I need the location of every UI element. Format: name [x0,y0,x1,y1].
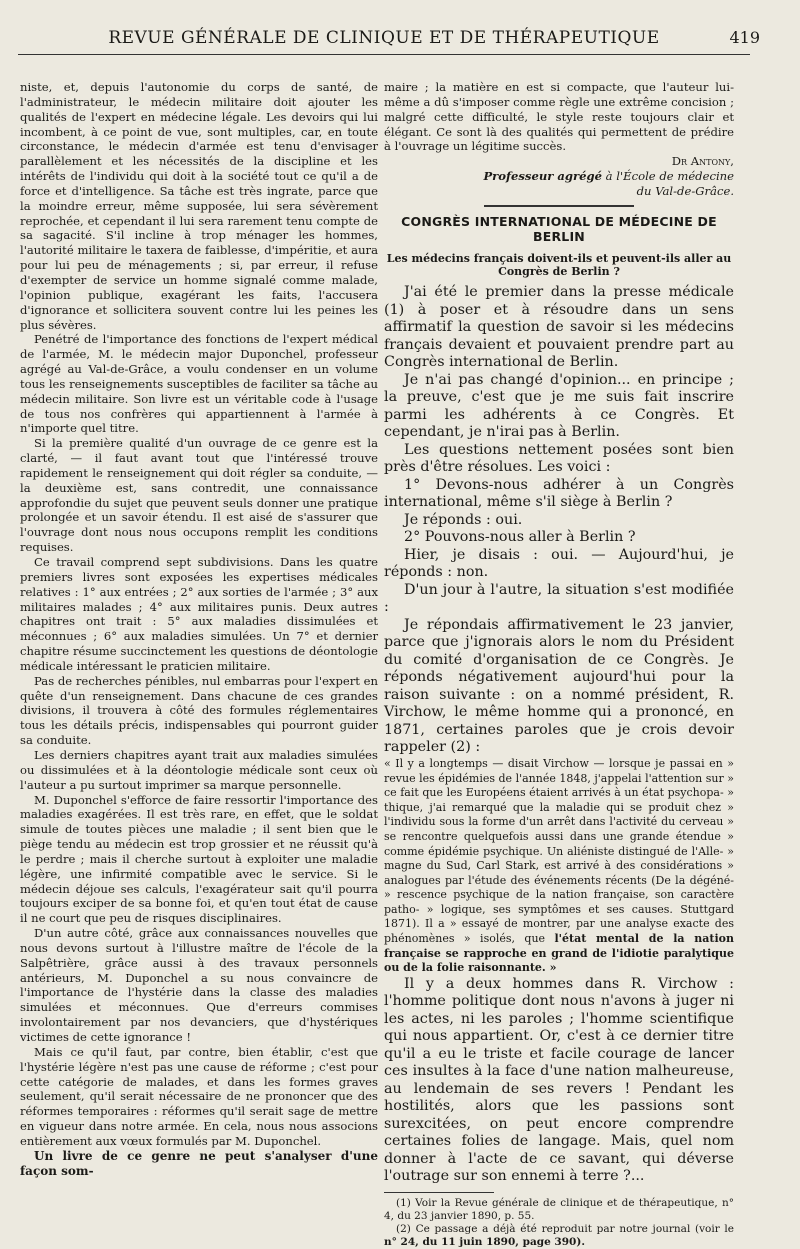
footnote-2-text: (2) Ce passage a déjà été reproduit par notre journal (voir le [396,1222,734,1235]
paragraph: Pas de recherches pénibles, nul embarras pour l'expert en quête d'un renseignement. Dans chacune de ces grandes divisions, il trouvera à côté des formules réglementaires tous les détails précis, indispensables qui pourront guider sa conduite. [20,673,378,748]
section-title: CONGRÈS INTERNATIONAL DE MÉDECINE DE BERLIN [401,213,717,244]
paragraph-continued: Un livre de ce genre ne peut s'analyser d'une façon som- [20,1148,378,1178]
paragraph: M. Duponchel s'efforce de faire ressortir l'importance des maladies exagérées. Il est très rare, en effet, que le soldat simule de toutes pièces une maladie ; il sent bien que le piège tendu au médecin est trop grossier et ne réussit qu'à le perdre ; mais il cherche surtout à exploiter une maladie légère, une infirmité compatible avec le service. Si le médecin déjoue ses calculs, l'exagérateur sait qu'il pourra toujours exciper de sa bonne foi, et qu'en tout état de cause il ne court que peu de risques disciplinaires. [20,792,378,926]
article-body [384,284,734,757]
author-signature: Dr Antony, [671,154,734,169]
paragraph: D'un autre côté, grâce aux connaissances nouvelles que nous devons surtout à l'illustre maître de l'école de la Salpêtrière, grâce aussi à des travaux personnels antérieurs, M. Duponchel a su nous convaincre de l'importance de l'hystérie dans la classe des maladies simulées et méconnues. Que d'erreurs commises involontairement par nos devanciers, que d'hystériques victimes de cette ignorance ! [20,926,378,1044]
question-2: 2° Pouvons-nous aller à Berlin ? [404,529,636,546]
paragraph: Les derniers chapitres ayant trait aux maladies simulées ou dissimulées et à la déontologie médicale sont ceux où l'auteur a pu surtout imprimer sa marque personnelle. [20,747,378,792]
review-conclusion: maire ; la matière en est si compacte, que l'auteur lui-même a dû s'imposer comme règle une extrême concision ; malgré cette difficulté, le style reste toujours clair et élégant. Ce sont là des qualités qui permettent de prédire à l'ouvrage un légitime succès. [384,80,734,154]
paragraph: J'ai été le premier dans la presse médicale (1) à poser et à résoudre dans un sens affirmatif la question de savoir si les médecins français devaient et pouvaient prendre part au Congrès international de Berlin. [384,284,734,371]
footnotes [384,1197,734,1249]
virchow-quote [384,757,734,976]
section-subtitle: Les médecins français doivent-ils et peuvent-ils aller au Congrès de Berlin ? [386,252,732,279]
right-column [384,80,734,1249]
footnote-2-ref: n° 24, du 11 juin 1890, page 390). [384,1235,585,1248]
paragraph: D'un jour à l'autre, la situation s'est modifiée : [384,581,734,616]
paragraph: Il y a deux hommes dans R. Virchow : l'homme politique dont nous n'avons à juger ni les actes, ni les paroles ; l'homme scientifique qui nous appartient. Or, c'est à ce dernier titre qu'il a eu le triste et facile courage de lancer ces insultes à la face d'une nation malheureuse, au lendemain de ses revers ! Pendant les hostilités, alors que les passions sont surexcitées, on peut encore comprendre certaines folies de langage. Mais, quel nom donner à l'acte de ce savant, qui déverse l'outrage sur son ennemi à terre ?... [384,975,734,1185]
paragraph: Si la première qualité d'un ouvrage de ce genre est la clarté, — il faut avant tout que l'intéressé trouve rapidement le renseignement qui doit régler sa conduite, — la deuxième est, sans contredit, une connaissance approfondie du sujet que peuvent seuls donner une pratique prolongée et un savoir étendu. Il est aisé de s'assurer que l'ouvrage dont nous nous occupons remplit les conditions requises. [20,436,378,555]
author-title-rest: à l'École de médecine [601,169,734,184]
paragraph: Je répondais affirmativement le 23 janvier, parce que j'ignorais alors le nom du Président du comité d'organisation de ce Congrès. Je réponds négativement aujourd'hui pour la raison suivante : on a nommé président, R. Virchow, le même homme qui a prononcé, en 1871, certaines paroles que je crois devoir rappeler (2) : [384,616,734,756]
running-header [18,28,760,55]
paragraph: Penétré de l'importance des fonctions de l'expert médical de l'armée, M. le médecin major Duponchel, professeur agrégé au Val-de-Grâce, a voulu condenser en un volume tous les renseignements susceptibles de faciliter sa tâche au médecin militaire. Son livre est un véritable code à l'usage de tous nos confrères qui appartiennent à l'armée à n'importe quel titre. [20,332,378,436]
author-title-bold: Professeur agrégé [483,169,602,184]
quote-bold: l'état mental de la nation française se rapproche en grand de l'idiotie paralytique ou de la folie raisonnante. » [384,932,734,975]
paragraph: Ce travail comprend sept subdivisions. Dans les quatre premiers livres sont exposées les expertises médicales relatives : 1° aux entrées ; 2° aux sorties de l'armée ; 3° aux militaires malades ; 4° aux militaires punis. Deux autres chapitres ont trait : 5° aux maladies dissimulées et méconnues ; 6° aux maladies simulées. Un 7° et dernier chapitre résume succinctement les questions de déontologie médicale intéressant le praticien militaire. [20,555,378,673]
article-closing [384,976,734,1186]
left-column [20,80,378,1178]
page-number: 419 [729,28,760,47]
answer-2: Hier, je disais : oui. — Aujourd'hui, je réponds : non. [384,546,734,581]
paragraph: Mais ce qu'il faut, par contre, bien établir, c'est que l'hystérie légère n'est pas une cause de réforme ; c'est pour cette catégorie de malades, et dans les formes graves seulement, qu'il serait nécessaire de ne prononcer que des réformes temporaires : réformes qu'il serait sage de mettre en vigueur dans notre armée. En cela, nous nous associons entièrement aux vœux formulés par M. Duponchel. [20,1044,378,1148]
journal-title: REVUE GÉNÉRALE DE CLINIQUE ET DE THÉRAPEUTIQUE [108,28,660,48]
paragraph: Je n'ai pas changé d'opinion... en principe ; la preuve, c'est que je me suis fait inscrire parmi les adhérents à ce Congrès. Et cependant, je n'irai pas à Berlin. [384,371,734,441]
author-title [384,169,734,184]
question-1: 1° Devons-nous adhérer à un Congrès international, même s'il siège à Berlin ? [384,476,734,511]
quote-text: « Il y a longtemps — disait Virchow — lorsque je passai en » revue les épidémies de l'année 1848, j'appelai l'attention sur » ce fait que les Européens étaient arrivés à un état psychopa- » thique, j'ai remarqué que la maladie qui se produit chez » l'individu sous la forme d'un arrêt dans l'activité du cerveau » se rencontre quelquefois aussi dans une grande étendue » comme épidémie psychique. Un aliéniste distingué de l'Alle- » magne du Sud, Carl Stark, est arrivé à des considérations » analogues par l'étude des événements récents (De la dégéné- » rescence psychique de la nation française, son caractère patho- » logique, ses symptômes et ses causes. Stuttgard 1871). Il a » essayé de montrer, par une analyse exacte des phénomènes » isolés, que [384,756,734,946]
section-divider [484,205,634,207]
footnote-1: (1) Voir la Revue générale de clinique et de thérapeutique, n° 4, du 23 janvier 1890, p. 55. [384,1196,734,1222]
paragraph: Les questions nettement posées sont bien près d'être résolues. Les voici : [384,441,734,476]
footnote-2 [384,1223,734,1249]
answer-1: Je réponds : oui. [404,511,523,528]
author-place: du Val-de-Grâce. [636,183,734,198]
paragraph: niste, et, depuis l'autonomie du corps de santé, de l'administrateur, le médecin militaire doit ajouter les qualités de l'expert en médecine légale. Les devoirs qui lui incombent, à ce point de vue, sont multiples, car, en toute circonstance, le médecin d'armée est tenu d'envisager parallèlement et les nécessités de la discipline et les intérêts de l'individu qui doit à la société tout ce qu'il a de force et d'intelligence. Sa tâche est très ingrate, parce que la moindre erreur, même supposée, lui sera sévèrement reprochée, et cependant il lui sera rarement tenu compte de sa sagacité. S'il incline à trop ménager les hommes, l'autorité militaire le taxera de faiblesse, d'impéritie, et aura pour lui peu de ménagements ; si, par erreur, il refuse d'exempter de service un homme signalé comme malade, l'opinion publique, exagérant les faits, l'accusera d'ignorance et sollicitera souvent contre lui les peines les plus sévères. [20,80,378,332]
footnote-divider [384,1192,494,1193]
